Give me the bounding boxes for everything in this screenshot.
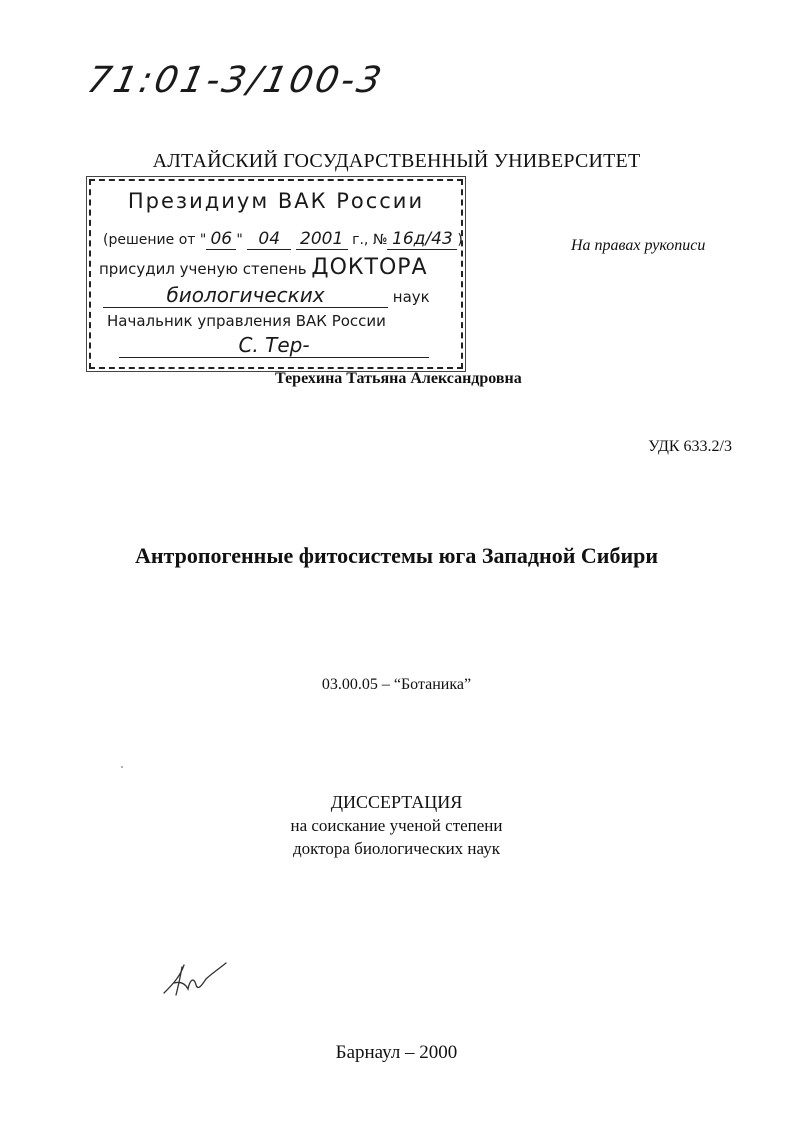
stamp-decision-day: 06	[206, 229, 236, 250]
stamp-head-signature-line	[119, 333, 489, 358]
university-name: АЛТАЙСКИЙ ГОСУДАРСТВЕННЫЙ УНИВЕРСИТЕТ	[152, 150, 641, 172]
scan-speck	[121, 766, 123, 768]
udc-code: УДК 633.2/3	[648, 438, 732, 455]
stamp-awarded-line	[99, 255, 469, 280]
stamp-head-label: Начальник управления ВАК России	[107, 312, 386, 330]
dissertation-line-2: доктора биологических наук	[293, 839, 500, 858]
specialty-code: 03.00.05 – “Ботаника”	[321, 676, 472, 693]
stamp-field-line	[103, 283, 473, 308]
stamp-decision-year: 2001	[296, 229, 348, 250]
author-signature	[160, 955, 240, 1005]
dissertation-block	[0, 791, 793, 860]
stamp-title: Президиум ВАК России	[127, 189, 425, 213]
stamp-decision-mid: г., №	[352, 232, 388, 248]
stamp-decision-line	[103, 229, 473, 250]
stamp-decision-prefix: (решение от "	[103, 232, 207, 248]
vak-stamp	[89, 179, 463, 369]
dissertation-title: Антропогенные фитосистемы юга Западной Сибири	[134, 543, 659, 568]
archive-number: 71:01-3/100-3	[83, 60, 388, 101]
stamp-awarded-degree: ДОКТОРА	[311, 255, 428, 280]
dissertation-line-1: на соискание ученой степени	[290, 816, 503, 835]
stamp-decision-sep: "	[236, 232, 243, 248]
stamp-head-signature: С. Тер-	[119, 333, 429, 358]
stamp-awarded-prefix: присудил ученую степень	[99, 260, 307, 278]
stamp-field-handwritten: биологических	[103, 283, 388, 308]
stamp-decision-number: 16д/43	[387, 229, 457, 250]
rights-note: На правах рукописи	[571, 237, 706, 254]
stamp-decision-suffix: )	[457, 232, 463, 248]
stamp-decision-month: 04	[247, 229, 291, 250]
signature-scribble-icon	[160, 955, 240, 1000]
author-name: Терехина Татьяна Александровна	[275, 370, 522, 387]
stamp-field-suffix: наук	[392, 288, 430, 306]
dissertation-heading: ДИССЕРТАЦИЯ	[330, 792, 463, 812]
city-year: Барнаул – 2000	[335, 1042, 458, 1063]
